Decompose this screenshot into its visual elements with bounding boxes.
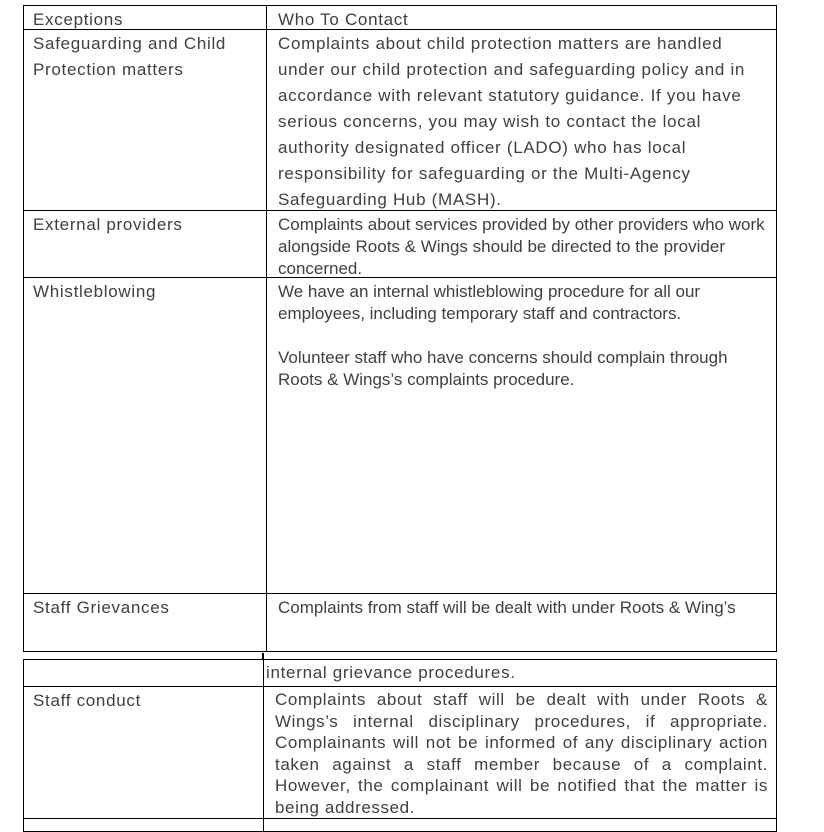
row-external-providers-label: External providers [24, 211, 267, 278]
row-staff-grievances-label: Staff Grievances [24, 594, 267, 651]
table1-header-exceptions: Exceptions [24, 6, 267, 30]
row-cutoff-label [24, 819, 264, 831]
exceptions-table [23, 5, 777, 652]
row-staff-conduct-content: Complaints about staff will be dealt with under Roots & Wings’s internal disciplinary procedures, if appropriate. Complainants will not be informed of any disciplinary action taken against a staff member because of a complaint. However, the complainant will be notified that the matter is being addressed. [264, 687, 776, 819]
row-whistleblowing-content [267, 278, 776, 594]
row-staff-grievances-content: Complaints from staff will be dealt with under Roots & Wing’s [278, 598, 736, 617]
row-continuation-empty-label [24, 660, 264, 687]
row-safeguarding-label: Safeguarding and Child Protection matters [24, 30, 267, 211]
row-external-providers-content: Complaints about services provided by other providers who work alongside Roots & Wings should be directed to the provider concerned. [267, 211, 776, 278]
row-safeguarding-content: Complaints about child protection matters are handled under our child protection and safeguarding policy and in accordance with relevant statutory guidance. If you have serious concerns, you may wish to contact the local authority designated officer (LADO) who has local responsibility for safeguarding or the Multi-Agency Safeguarding Hub (MASH). [267, 30, 776, 211]
exceptions-table-continued [23, 659, 777, 832]
row-continuation-content: internal grievance procedures. [264, 660, 776, 687]
row-whistleblowing-label: Whistleblowing [24, 278, 267, 594]
table1-header-who-to-contact: Who To Contact [267, 6, 776, 30]
whistleblowing-paragraph-1: We have an internal whistleblowing procedure for all our employees, including temporary staff and contractors. [278, 282, 701, 323]
row-cutoff-content [264, 819, 776, 831]
row-staff-conduct-label: Staff conduct [24, 687, 264, 819]
whistleblowing-paragraph-2: Volunteer staff who have concerns should complain through Roots & Wings’s complaints procedure. [278, 348, 728, 389]
